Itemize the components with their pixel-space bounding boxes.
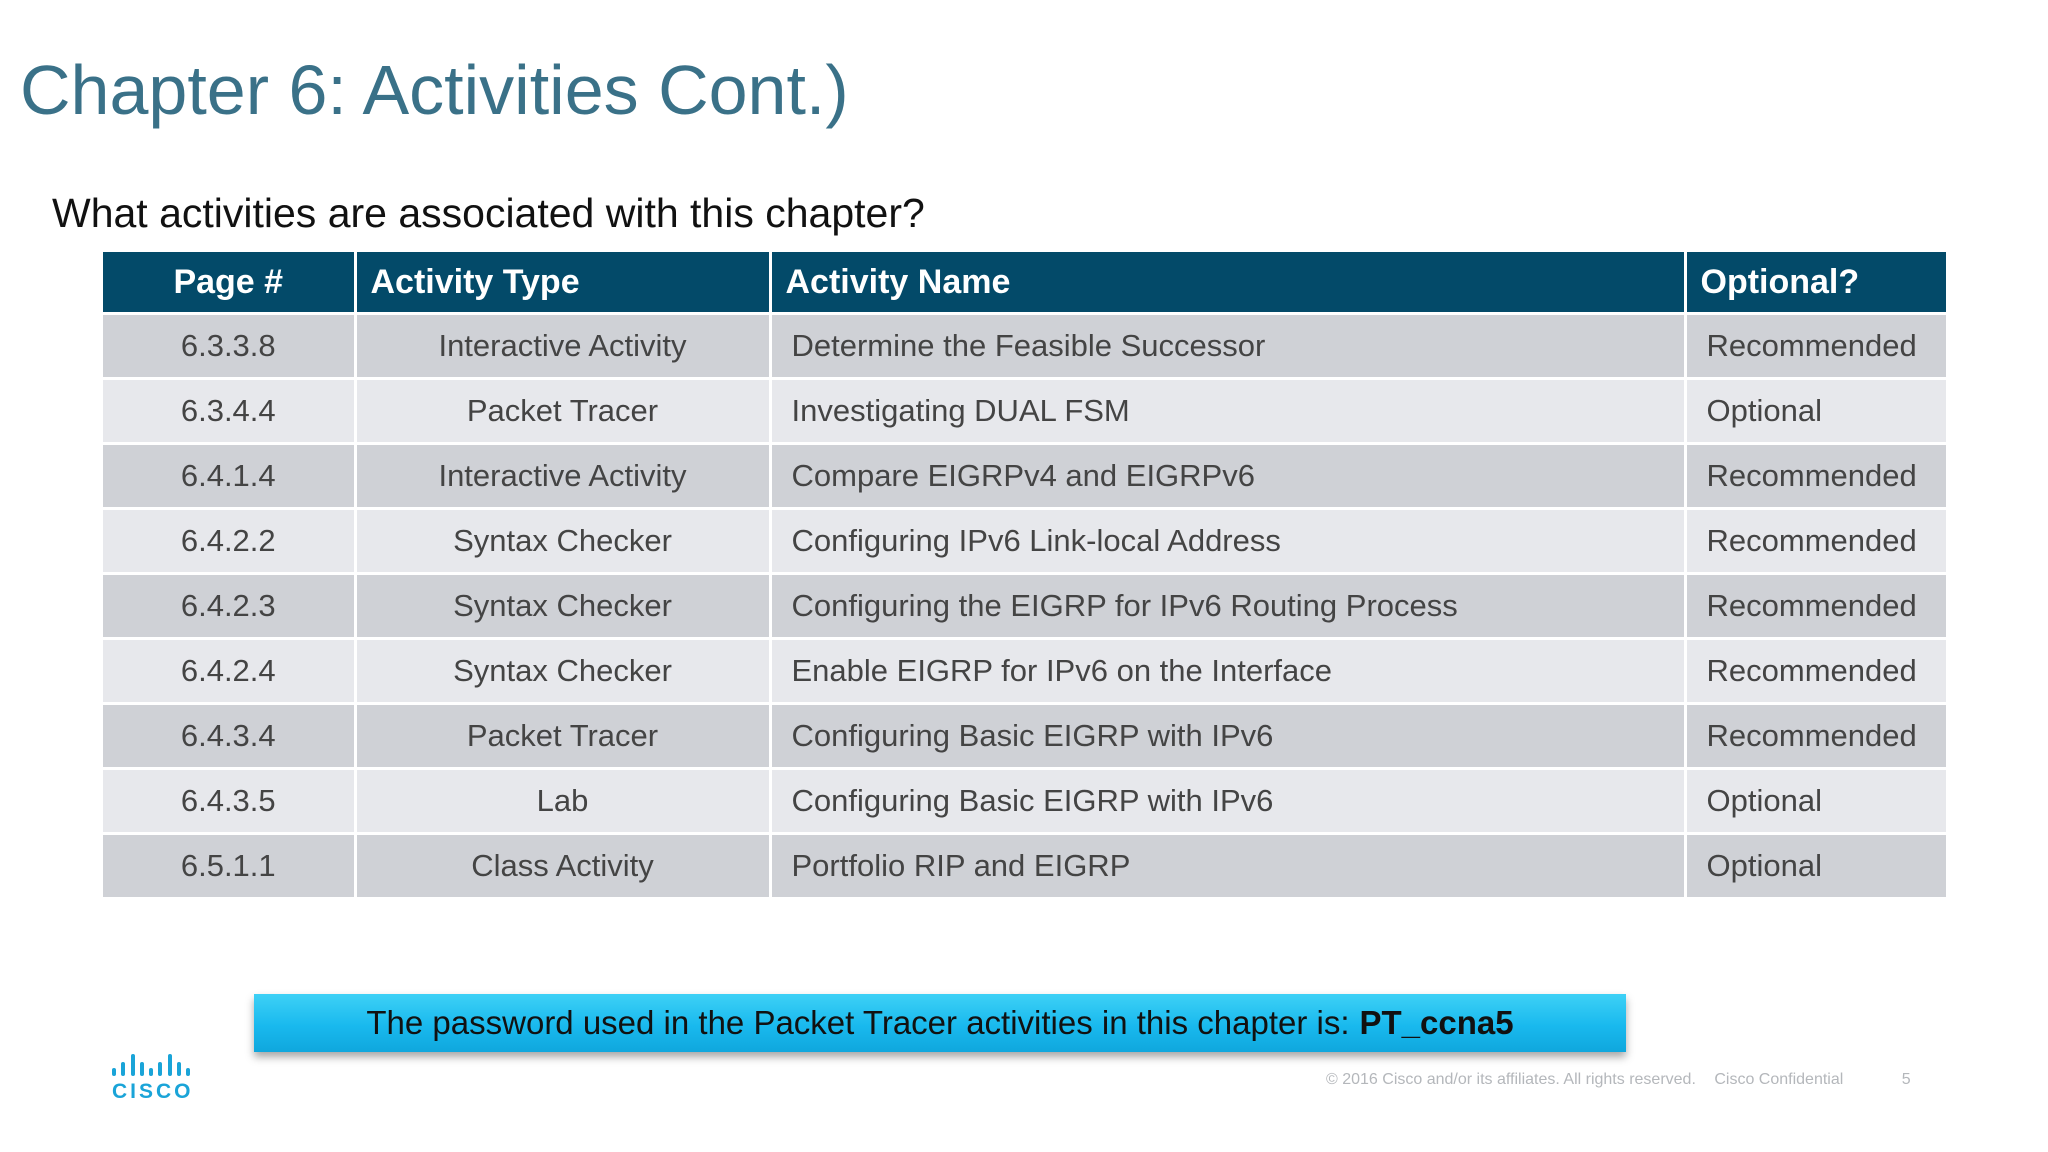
cell-activity-type: Lab [355, 769, 770, 834]
cell-page-number: 6.3.4.4 [103, 379, 355, 444]
table-row [103, 574, 1946, 639]
cell-activity-type: Interactive Activity [355, 314, 770, 379]
cell-activity-name: Portfolio RIP and EIGRP [770, 834, 1685, 899]
cell-optional: Recommended [1685, 444, 1946, 509]
cell-activity-name: Configuring Basic EIGRP with IPv6 [770, 769, 1685, 834]
table-row [103, 379, 1946, 444]
cell-page-number: 6.5.1.1 [103, 834, 355, 899]
table-row [103, 704, 1946, 769]
cell-activity-name: Determine the Feasible Successor [770, 314, 1685, 379]
cell-optional: Optional [1685, 834, 1946, 899]
cell-page-number: 6.4.2.2 [103, 509, 355, 574]
cell-activity-type: Syntax Checker [355, 639, 770, 704]
page-number: 5 [1901, 1071, 1911, 1088]
cell-page-number: 6.4.2.4 [103, 639, 355, 704]
table-row [103, 769, 1946, 834]
cell-page-number: 6.3.3.8 [103, 314, 355, 379]
cell-activity-type: Interactive Activity [355, 444, 770, 509]
cell-optional: Recommended [1685, 509, 1946, 574]
cell-activity-name: Configuring the EIGRP for IPv6 Routing Process [770, 574, 1685, 639]
cisco-logo [112, 1054, 194, 1104]
cell-optional: Recommended [1685, 574, 1946, 639]
cell-activity-name: Compare EIGRPv4 and EIGRPv6 [770, 444, 1685, 509]
table-row [103, 639, 1946, 704]
cell-page-number: 6.4.3.4 [103, 704, 355, 769]
cell-optional: Optional [1685, 769, 1946, 834]
header-activity-type: Activity Type [355, 252, 770, 314]
cell-activity-type: Class Activity [355, 834, 770, 899]
cell-optional: Optional [1685, 379, 1946, 444]
cell-page-number: 6.4.3.5 [103, 769, 355, 834]
table-row [103, 834, 1946, 899]
password-banner-text: The password used in the Packet Tracer activities in this chapter is: [366, 1004, 1350, 1041]
password-value: PT_ccna5 [1359, 1004, 1514, 1041]
cell-activity-type: Packet Tracer [355, 379, 770, 444]
activities-table [103, 252, 1946, 900]
cell-optional: Recommended [1685, 704, 1946, 769]
cell-activity-type: Syntax Checker [355, 574, 770, 639]
cell-page-number: 6.4.1.4 [103, 444, 355, 509]
footer-copyright: © 2016 Cisco and/or its affiliates. All rights reserved. [1326, 1071, 1696, 1088]
cell-activity-name: Configuring Basic EIGRP with IPv6 [770, 704, 1685, 769]
table-row [103, 444, 1946, 509]
table-header-row [103, 252, 1946, 314]
header-optional: Optional? [1685, 252, 1946, 314]
cell-activity-name: Enable EIGRP for IPv6 on the Interface [770, 639, 1685, 704]
header-page-number: Page # [103, 252, 355, 314]
footer-confidential: Cisco Confidential [1714, 1071, 1844, 1088]
cisco-wordmark: CISCO [112, 1080, 194, 1103]
cell-activity-name: Investigating DUAL FSM [770, 379, 1685, 444]
cell-optional: Recommended [1685, 314, 1946, 379]
slide-question: What activities are associated with this chapter? [52, 190, 925, 236]
table-row [103, 314, 1946, 379]
cell-activity-type: Packet Tracer [355, 704, 770, 769]
password-banner [254, 994, 1626, 1052]
cell-activity-type: Syntax Checker [355, 509, 770, 574]
slide-title: Chapter 6: Activities Cont.) [20, 51, 849, 129]
cell-activity-name: Configuring IPv6 Link-local Address [770, 509, 1685, 574]
cisco-bars-icon [112, 1054, 190, 1076]
cell-page-number: 6.4.2.3 [103, 574, 355, 639]
footer [1326, 1071, 1911, 1089]
table-row [103, 509, 1946, 574]
cell-optional: Recommended [1685, 639, 1946, 704]
header-activity-name: Activity Name [770, 252, 1685, 314]
